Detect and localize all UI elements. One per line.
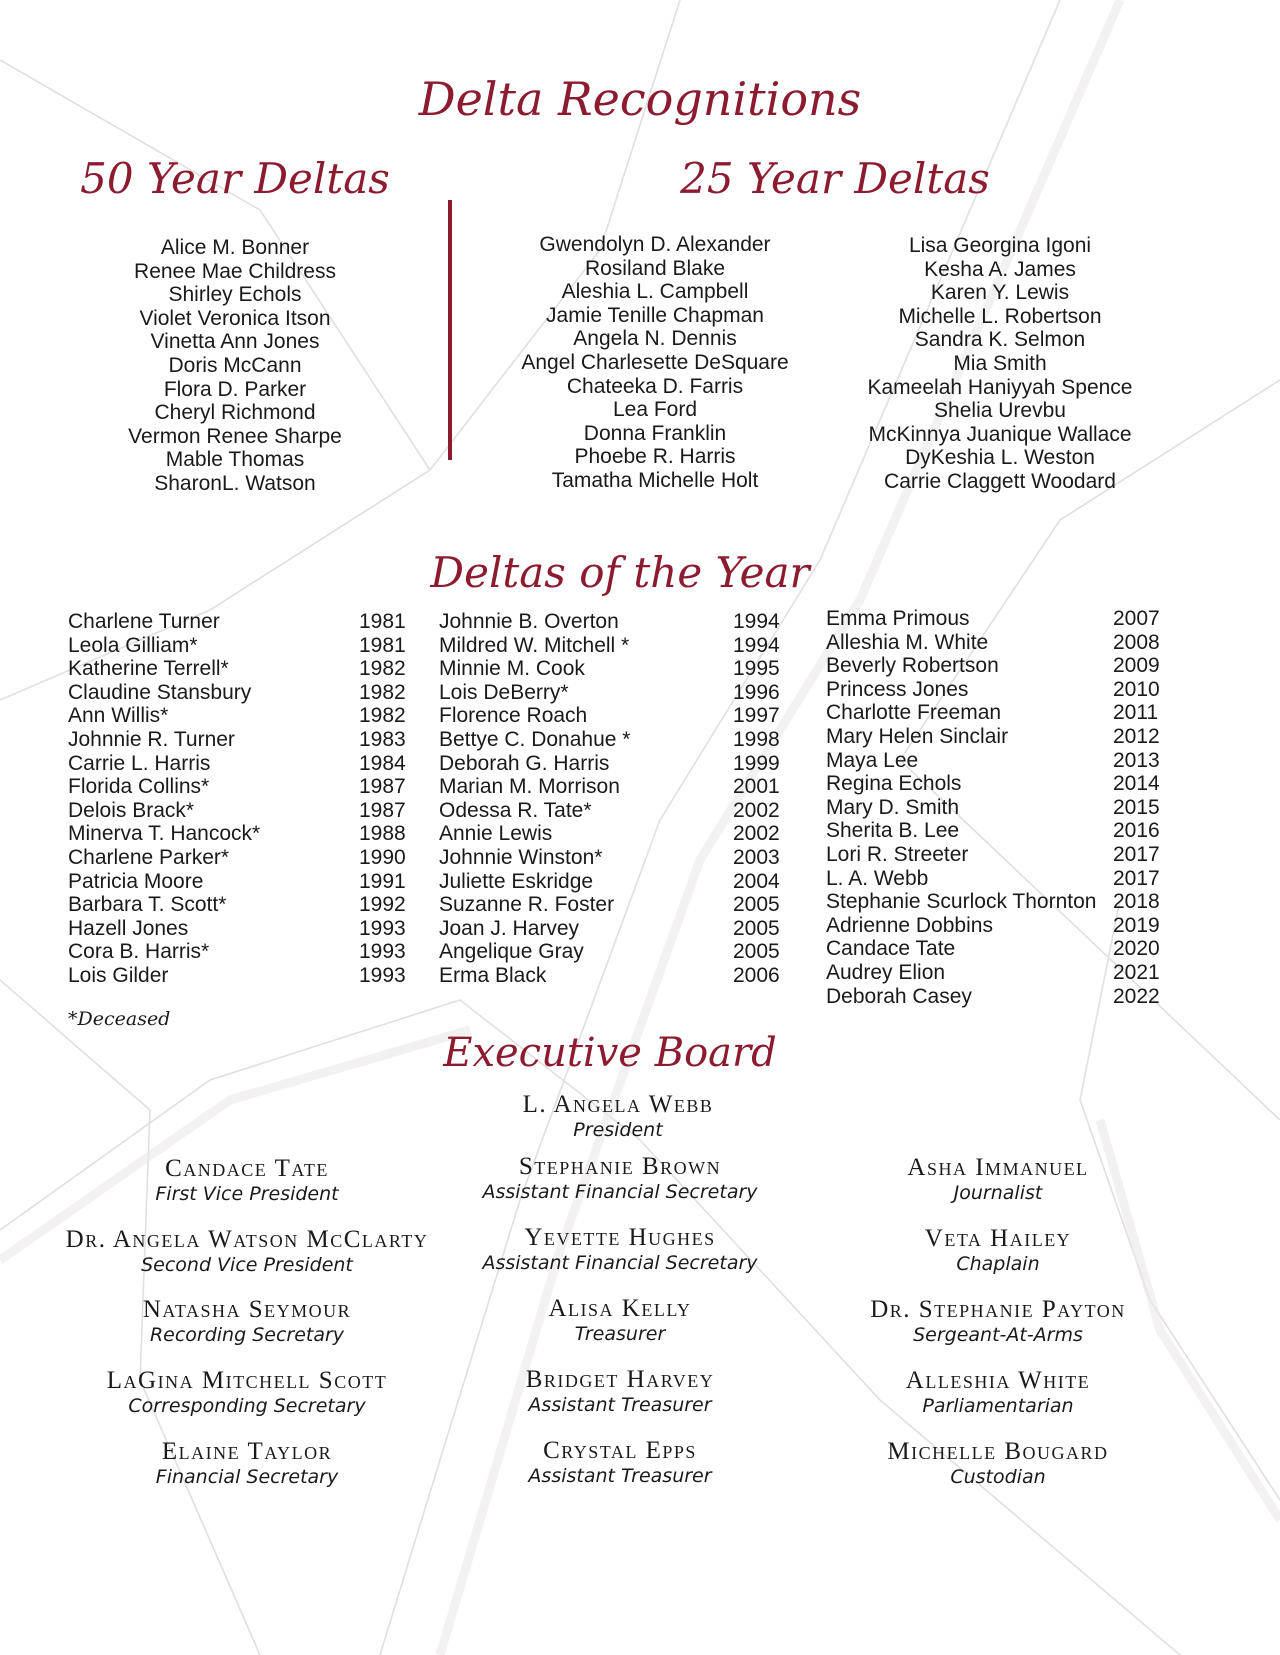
honoree-name: Charlene Parker* — [68, 845, 230, 869]
officer-title: Treasurer — [574, 1323, 666, 1345]
honoree-name: Maya Lee — [826, 748, 919, 772]
officer — [400, 1154, 840, 1204]
honoree-year: 2005 — [733, 940, 780, 964]
honoree-name: Johnnie B. Overton — [439, 610, 619, 633]
honoree-year: 1987 — [359, 798, 406, 822]
honoree-year: 1991 — [359, 869, 406, 893]
delta-of-year-row — [439, 704, 784, 728]
honoree-year: 2018 — [1113, 890, 1160, 914]
officer-title: Parliamentarian — [922, 1395, 1074, 1417]
honoree-year: 1993 — [359, 963, 406, 987]
honoree-year: 1982 — [359, 657, 406, 681]
honoree-name: Chateeka D. Farris — [566, 374, 744, 398]
delta-of-year-row — [826, 631, 1166, 655]
honoree-name: Alice M. Bonner — [160, 236, 310, 259]
delta-of-year-row — [439, 822, 784, 846]
honoree-year: 2006 — [733, 963, 780, 987]
honoree-year: 2007 — [1113, 607, 1160, 630]
honoree-name: Suzanne R. Foster — [439, 893, 615, 917]
officer-title: Assistant Financial Secretary — [482, 1252, 758, 1274]
honoree-year: 2014 — [1113, 772, 1160, 796]
deltas-of-year-heading: Deltas of the Year — [430, 548, 810, 597]
officer-name: LaGina Mitchell Scott — [106, 1367, 388, 1394]
honoree-name: Phoebe R. Harris — [574, 445, 736, 469]
delta-of-year-row — [826, 654, 1166, 678]
officer-name: Natasha Seymour — [142, 1296, 352, 1323]
honoree-name: Angelique Gray — [439, 940, 584, 964]
honoree-year: 2021 — [1113, 960, 1160, 984]
officer-name: Crystal Epps — [543, 1437, 697, 1464]
honoree-name: Carrie Claggett Woodard — [884, 469, 1116, 493]
honoree-name: Kameelah Haniyyah Spence — [867, 375, 1133, 399]
honoree-name: Gwendolyn D. Alexander — [539, 233, 771, 256]
delta-of-year-row — [439, 610, 784, 634]
honoree-year: 1994 — [733, 610, 780, 633]
delta-of-year-row — [826, 937, 1166, 961]
honoree-name: Cora B. Harris* — [68, 940, 210, 964]
honoree-year: 2001 — [733, 775, 780, 799]
honoree-year: 2002 — [733, 822, 780, 846]
executive-board-heading: Executive Board — [443, 1030, 777, 1076]
delta-of-year-row — [68, 893, 408, 917]
honoree-name: Rosiland Blake — [584, 256, 726, 280]
honoree-name: Candace Tate — [826, 937, 956, 961]
honoree-year: 2013 — [1113, 748, 1160, 772]
honoree-name: McKinnya Juanique Wallace — [868, 422, 1132, 446]
honoree-year: 1983 — [359, 727, 406, 751]
officer — [400, 1438, 840, 1488]
honoree-year: 1981 — [359, 610, 406, 633]
delta-of-year-row — [826, 772, 1166, 796]
honoree-name: Lea Ford — [612, 398, 698, 422]
section-divider — [448, 200, 452, 460]
honoree-name: Patricia Moore — [68, 869, 204, 893]
honoree-name: Barbara T. Scott* — [68, 893, 227, 917]
honoree-year: 2016 — [1113, 819, 1160, 843]
honoree-name: Karen Y. Lewis — [930, 281, 1070, 305]
honoree-name: Jamie Tenille Chapman — [546, 303, 764, 327]
delta-of-year-row — [68, 752, 408, 776]
honoree-year: 2003 — [733, 845, 780, 869]
honoree-year: 1988 — [359, 822, 406, 846]
officer-name: Alleshia White — [905, 1367, 1091, 1394]
honoree-year: 2015 — [1113, 795, 1160, 819]
delta-of-year-row — [439, 870, 784, 894]
honoree-name: L. A. Webb — [826, 866, 929, 890]
officer-name: Asha Immanuel — [907, 1154, 1089, 1181]
honoree-year: 1982 — [359, 704, 406, 728]
honoree-year: 2020 — [1113, 937, 1160, 961]
honoree-year: 1984 — [359, 751, 406, 775]
officer-name: L. Angela Webb — [522, 1091, 714, 1118]
delta-of-year-row — [68, 964, 408, 988]
officer — [778, 1226, 1218, 1276]
twentyfive-year-list-2 — [840, 234, 1160, 494]
delta-of-year-row — [68, 822, 408, 846]
honoree-name: Doris McCann — [168, 353, 302, 377]
honoree-name: Sandra K. Selmon — [914, 328, 1086, 352]
honoree-name: Emma Primous — [826, 607, 970, 630]
honoree-year: 2009 — [1113, 654, 1160, 678]
honoree-year: 2002 — [733, 798, 780, 822]
honoree-name: Lois DeBerry* — [439, 680, 569, 704]
officer-title: Assistant Treasurer — [528, 1394, 712, 1416]
deltas-of-year-list-3 — [826, 607, 1166, 1008]
delta-of-year-row — [826, 607, 1166, 631]
delta-of-year-row — [68, 775, 408, 799]
officer-title: President — [573, 1119, 663, 1141]
deltas-of-year-list-1 — [68, 610, 408, 988]
officer-name: Bridget Harvey — [525, 1366, 715, 1393]
honoree-name: Florence Roach — [439, 704, 588, 728]
officer-title: Chaplain — [956, 1253, 1040, 1275]
honoree-year: 1982 — [359, 680, 406, 704]
delta-of-year-row — [826, 843, 1166, 867]
honoree-name: Princess Jones — [826, 677, 969, 701]
delta-of-year-row — [68, 940, 408, 964]
honoree-name: Marian M. Morrison — [439, 775, 620, 799]
officer — [778, 1155, 1218, 1205]
honoree-name: Adrienne Dobbins — [826, 913, 993, 937]
officer-name: Yevette Hughes — [524, 1224, 716, 1251]
delta-of-year-row — [826, 961, 1166, 985]
honoree-name: Vinetta Ann Jones — [150, 330, 320, 354]
honoree-year: 2012 — [1113, 724, 1160, 748]
delta-of-year-row — [439, 681, 784, 705]
officer-name: Michelle Bougard — [887, 1438, 1109, 1465]
honoree-name: Alleshia M. White — [826, 630, 989, 654]
officer-name: Alisa Kelly — [548, 1295, 692, 1322]
officer — [778, 1439, 1218, 1489]
honoree-name: Michelle L. Robertson — [898, 304, 1102, 328]
delta-of-year-row — [68, 704, 408, 728]
honoree-year: 1981 — [359, 633, 406, 657]
honoree-year: 2005 — [733, 916, 780, 940]
officer-title: Second Vice President — [141, 1254, 353, 1276]
delta-of-year-row — [439, 964, 784, 988]
delta-of-year-row — [439, 752, 784, 776]
honoree-name: Deborah Casey — [826, 984, 972, 1008]
delta-of-year-row — [826, 749, 1166, 773]
honoree-name: Flora D. Parker — [163, 377, 307, 401]
officer — [400, 1225, 840, 1275]
honoree-name: Florida Collins* — [68, 775, 210, 799]
honoree-name: Regina Echols — [826, 772, 962, 796]
delta-of-year-row — [826, 914, 1166, 938]
honoree-year: 2017 — [1113, 842, 1160, 866]
honoree-name: Mary D. Smith — [826, 795, 960, 819]
officer — [400, 1296, 840, 1346]
honoree-name: SharonL. Watson — [154, 471, 316, 495]
honoree-name: Erma Black — [439, 963, 547, 987]
honoree-name: Violet Veronica Itson — [139, 306, 331, 330]
honoree-name: Joan J. Harvey — [439, 916, 580, 940]
officer-title: Sergeant-At-Arms — [913, 1324, 1083, 1346]
honoree-year: 1996 — [733, 680, 780, 704]
honoree-name: Leola Gilliam* — [68, 633, 198, 657]
honoree-year: 1999 — [733, 751, 780, 775]
honoree-year: 1995 — [733, 657, 780, 681]
officer-title: Custodian — [950, 1466, 1046, 1488]
honoree-year: 1990 — [359, 845, 406, 869]
officer-name: Candace Tate — [165, 1155, 329, 1182]
delta-of-year-row — [439, 940, 784, 964]
honoree-name: Aleshia L. Campbell — [561, 280, 749, 304]
delta-of-year-row — [439, 846, 784, 870]
honoree-name: Angela N. Dennis — [573, 327, 737, 351]
honoree-name: Ann Willis* — [68, 704, 169, 728]
honoree-name: Shelia Urevbu — [934, 399, 1066, 423]
honoree-year: 2019 — [1113, 913, 1160, 937]
delta-of-year-row — [826, 985, 1166, 1009]
delta-of-year-row — [826, 796, 1166, 820]
deceased-footnote: *Deceased — [68, 1008, 171, 1030]
honoree-year: 2011 — [1113, 701, 1159, 725]
delta-of-year-row — [68, 681, 408, 705]
honoree-year: 1994 — [733, 633, 780, 657]
honoree-name: Lori R. Streeter — [826, 842, 969, 866]
delta-of-year-row — [826, 890, 1166, 914]
delta-of-year-row — [439, 917, 784, 941]
honoree-name: Mable Thomas — [165, 448, 305, 472]
delta-of-year-row — [826, 701, 1166, 725]
honoree-name: Shirley Echols — [168, 283, 302, 307]
officer-name: Dr. Stephanie Payton — [870, 1296, 1126, 1323]
page-title: Delta Recognitions — [418, 72, 862, 126]
honoree-name: Claudine Stansbury — [68, 680, 252, 704]
honoree-name: Stephanie Scurlock Thornton — [826, 890, 1097, 914]
delta-of-year-row — [826, 678, 1166, 702]
honoree-year: 2022 — [1113, 984, 1160, 1008]
officer-title: Assistant Treasurer — [528, 1465, 712, 1487]
delta-of-year-row — [826, 819, 1166, 843]
delta-of-year-row — [439, 657, 784, 681]
fifty-year-heading: 50 Year Deltas — [80, 154, 390, 203]
honoree-year: 2005 — [733, 893, 780, 917]
officer-title: First Vice President — [155, 1183, 339, 1205]
delta-of-year-row — [439, 893, 784, 917]
honoree-name: Angel Charlesette DeSquare — [521, 350, 789, 374]
honoree-year: 1992 — [359, 893, 406, 917]
officer-name: Veta Hailey — [924, 1225, 1072, 1252]
honoree-name: Donna Franklin — [583, 421, 727, 445]
delta-of-year-row — [68, 846, 408, 870]
honoree-name: Audrey Elion — [826, 960, 946, 984]
honoree-name: Odessa R. Tate* — [439, 798, 592, 822]
delta-of-year-row — [68, 610, 408, 634]
twentyfive-year-heading: 25 Year Deltas — [680, 154, 990, 203]
delta-of-year-row — [439, 728, 784, 752]
honoree-name: Johnnie Winston* — [439, 845, 603, 869]
honoree-name: Mildred W. Mitchell * — [439, 633, 630, 657]
honoree-name: Renee Mae Childress — [134, 259, 336, 283]
delta-of-year-row — [826, 867, 1166, 891]
honoree-name: Sherita B. Lee — [826, 819, 960, 843]
honoree-year: 2010 — [1113, 677, 1160, 701]
officer-title: Corresponding Secretary — [128, 1395, 366, 1417]
officer-title: Financial Secretary — [155, 1466, 339, 1488]
fifty-year-list — [80, 236, 390, 496]
officer-title: Journalist — [953, 1182, 1043, 1204]
honoree-name: Tamatha Michelle Holt — [551, 468, 759, 492]
honoree-year: 1993 — [359, 940, 406, 964]
honoree-name: Bettye C. Donahue * — [439, 727, 631, 751]
honoree-year: 1998 — [733, 727, 780, 751]
delta-of-year-row — [68, 917, 408, 941]
officer-name: Elaine Taylor — [161, 1438, 333, 1465]
delta-of-year-row — [439, 799, 784, 823]
officer — [778, 1368, 1218, 1418]
officer — [400, 1367, 840, 1417]
honoree-name: Cheryl Richmond — [154, 401, 316, 425]
honoree-year: 1993 — [359, 916, 406, 940]
honoree-name: Mia Smith — [953, 351, 1047, 375]
delta-of-year-row — [68, 870, 408, 894]
delta-of-year-row — [826, 725, 1166, 749]
delta-of-year-row — [68, 634, 408, 658]
honoree-year: 2004 — [733, 869, 780, 893]
honoree-year: 2008 — [1113, 630, 1160, 654]
honoree-name: Carrie L. Harris — [68, 751, 211, 775]
officer-name: Dr. Angela Watson McClarty — [65, 1226, 429, 1253]
honoree-name: Delois Brack* — [68, 798, 195, 822]
honoree-name: Juliette Eskridge — [439, 869, 594, 893]
officer-title: Recording Secretary — [149, 1324, 345, 1346]
officer-title: Assistant Financial Secretary — [482, 1181, 758, 1203]
honoree-name: Charlotte Freeman — [826, 701, 1002, 725]
honoree-name: Minerva T. Hancock* — [68, 822, 261, 846]
delta-of-year-row — [439, 775, 784, 799]
honoree-name: Hazell Jones — [68, 916, 189, 940]
honoree-year: 2017 — [1113, 866, 1160, 890]
honoree-name: DyKeshia L. Weston — [905, 446, 1095, 470]
delta-of-year-row — [68, 728, 408, 752]
honoree-name: Kesha A. James — [924, 257, 1076, 281]
deltas-of-year-list-2 — [439, 610, 784, 988]
honoree-name: Lisa Georgina Igoni — [908, 234, 1092, 257]
delta-of-year-row — [68, 657, 408, 681]
honoree-name: Vermon Renee Sharpe — [128, 424, 342, 448]
honoree-name: Beverly Robertson — [826, 654, 999, 678]
honoree-name: Deborah G. Harris — [439, 751, 610, 775]
delta-of-year-row — [439, 634, 784, 658]
honoree-name: Katherine Terrell* — [68, 657, 229, 681]
honoree-name: Charlene Turner — [68, 610, 220, 633]
honoree-name: Lois Gilder — [68, 963, 169, 987]
honoree-name: Mary Helen Sinclair — [826, 724, 1009, 748]
honoree-year: 1987 — [359, 775, 406, 799]
officer — [778, 1297, 1218, 1347]
honoree-name: Johnnie R. Turner — [68, 727, 235, 751]
officer-name: Stephanie Brown — [518, 1153, 722, 1180]
delta-of-year-row — [68, 799, 408, 823]
honoree-name: Annie Lewis — [439, 822, 553, 846]
honoree-name: Minnie M. Cook — [439, 657, 585, 681]
honoree-year: 1997 — [733, 704, 780, 728]
twentyfive-year-list-1 — [490, 233, 820, 493]
officer-president — [398, 1092, 838, 1142]
